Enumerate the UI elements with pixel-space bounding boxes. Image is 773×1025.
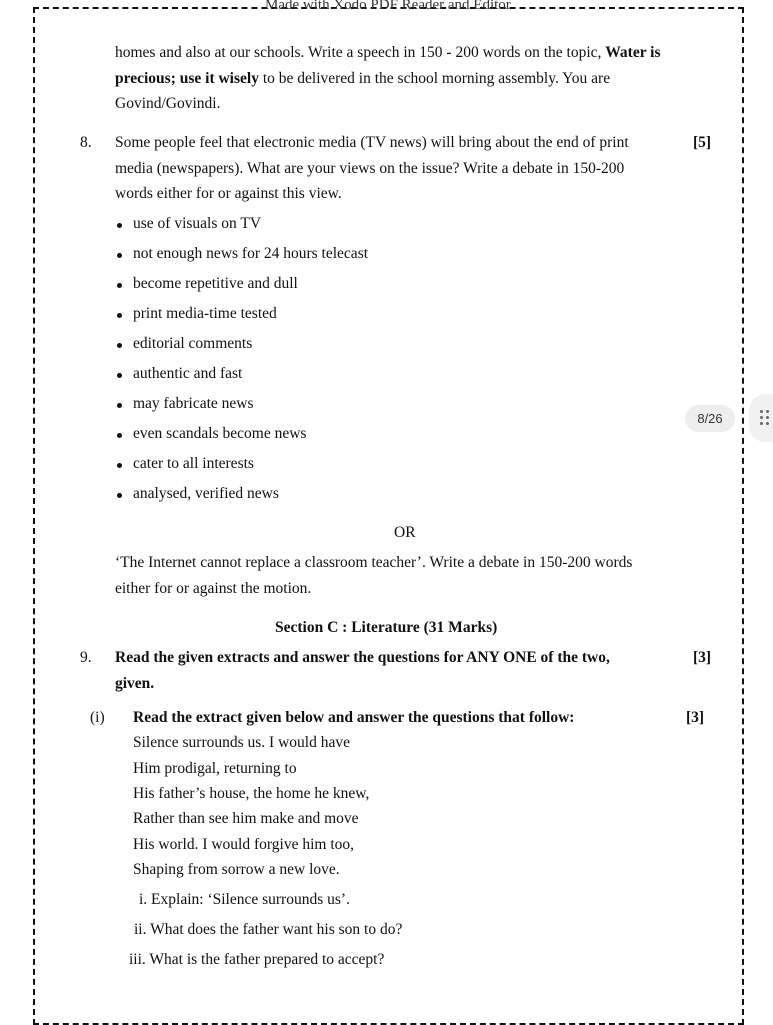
extract-marks: [3]	[686, 709, 705, 726]
poem-line: Rather than see him make and move	[133, 810, 359, 827]
list-item: may fabricate news	[133, 395, 254, 412]
list-item: print media-time tested	[133, 305, 277, 322]
page-header-fragment: Made with Xodo PDF Reader and Editor	[265, 0, 511, 10]
q9-marks: [3]	[693, 649, 712, 666]
list-item: editorial comments	[133, 335, 253, 352]
or-separator: OR	[394, 524, 416, 541]
poem-line: Silence surrounds us. I would have	[133, 734, 350, 751]
q9-line-1: Read the given extracts and answer the questions for ANY ONE of the two,	[115, 649, 610, 666]
q8-line-1: Some people feel that electronic media (TV news) will bring about the end of print	[115, 134, 629, 151]
q8-marks: [5]	[693, 134, 712, 151]
q8-alt-line-2: either for or against the motion.	[115, 580, 312, 597]
section-title: Section C : Literature (31 Marks)	[275, 619, 498, 636]
list-item: use of visuals on TV	[133, 215, 262, 232]
list-item: become repetitive and dull	[133, 275, 298, 292]
q8-alt-line-1: ‘The Internet cannot replace a classroom teacher’. Write a debate in 150-200 words	[115, 554, 633, 571]
list-item: cater to all interests	[133, 455, 254, 472]
poem-line: Shaping from sorrow a new love.	[133, 861, 340, 878]
q9-line-2: given.	[115, 675, 155, 692]
poem-line: His father’s house, the home he knew,	[133, 785, 370, 802]
intro-line-1: homes and also at our schools. Write a speech in 150 - 200 words on the topic, Water is	[115, 44, 661, 61]
q8-line-2: media (newspapers). What are your views on the issue? Write a debate in 150-200	[115, 160, 625, 177]
drag-handle-icon[interactable]	[749, 394, 773, 442]
intro-line-3: Govind/Govindi.	[115, 95, 221, 112]
question-number: 9.	[80, 649, 92, 666]
extract-label: (i)	[90, 709, 105, 726]
sub-question: ii. What does the father want his son to do?	[134, 921, 403, 938]
poem-line: Him prodigal, returning to	[133, 760, 297, 777]
list-item: analysed, verified news	[133, 485, 279, 502]
sub-question: i. Explain: ‘Silence surrounds us’.	[139, 891, 350, 908]
extract-heading: Read the extract given below and answer the questions that follow:	[133, 709, 575, 726]
intro-line-2: precious; use it wisely to be delivered in the school morning assembly. You are	[115, 70, 611, 87]
list-item: authentic and fast	[133, 365, 243, 382]
list-item: not enough news for 24 hours telecast	[133, 245, 369, 262]
sub-question: iii. What is the father prepared to accept?	[129, 951, 385, 968]
question-number: 8.	[80, 134, 92, 151]
page-indicator: 8/26	[685, 405, 735, 432]
q8-line-3: words either for or against this view.	[115, 185, 342, 202]
list-item: even scandals become news	[133, 425, 307, 442]
poem-line: His world. I would forgive him too,	[133, 836, 355, 853]
